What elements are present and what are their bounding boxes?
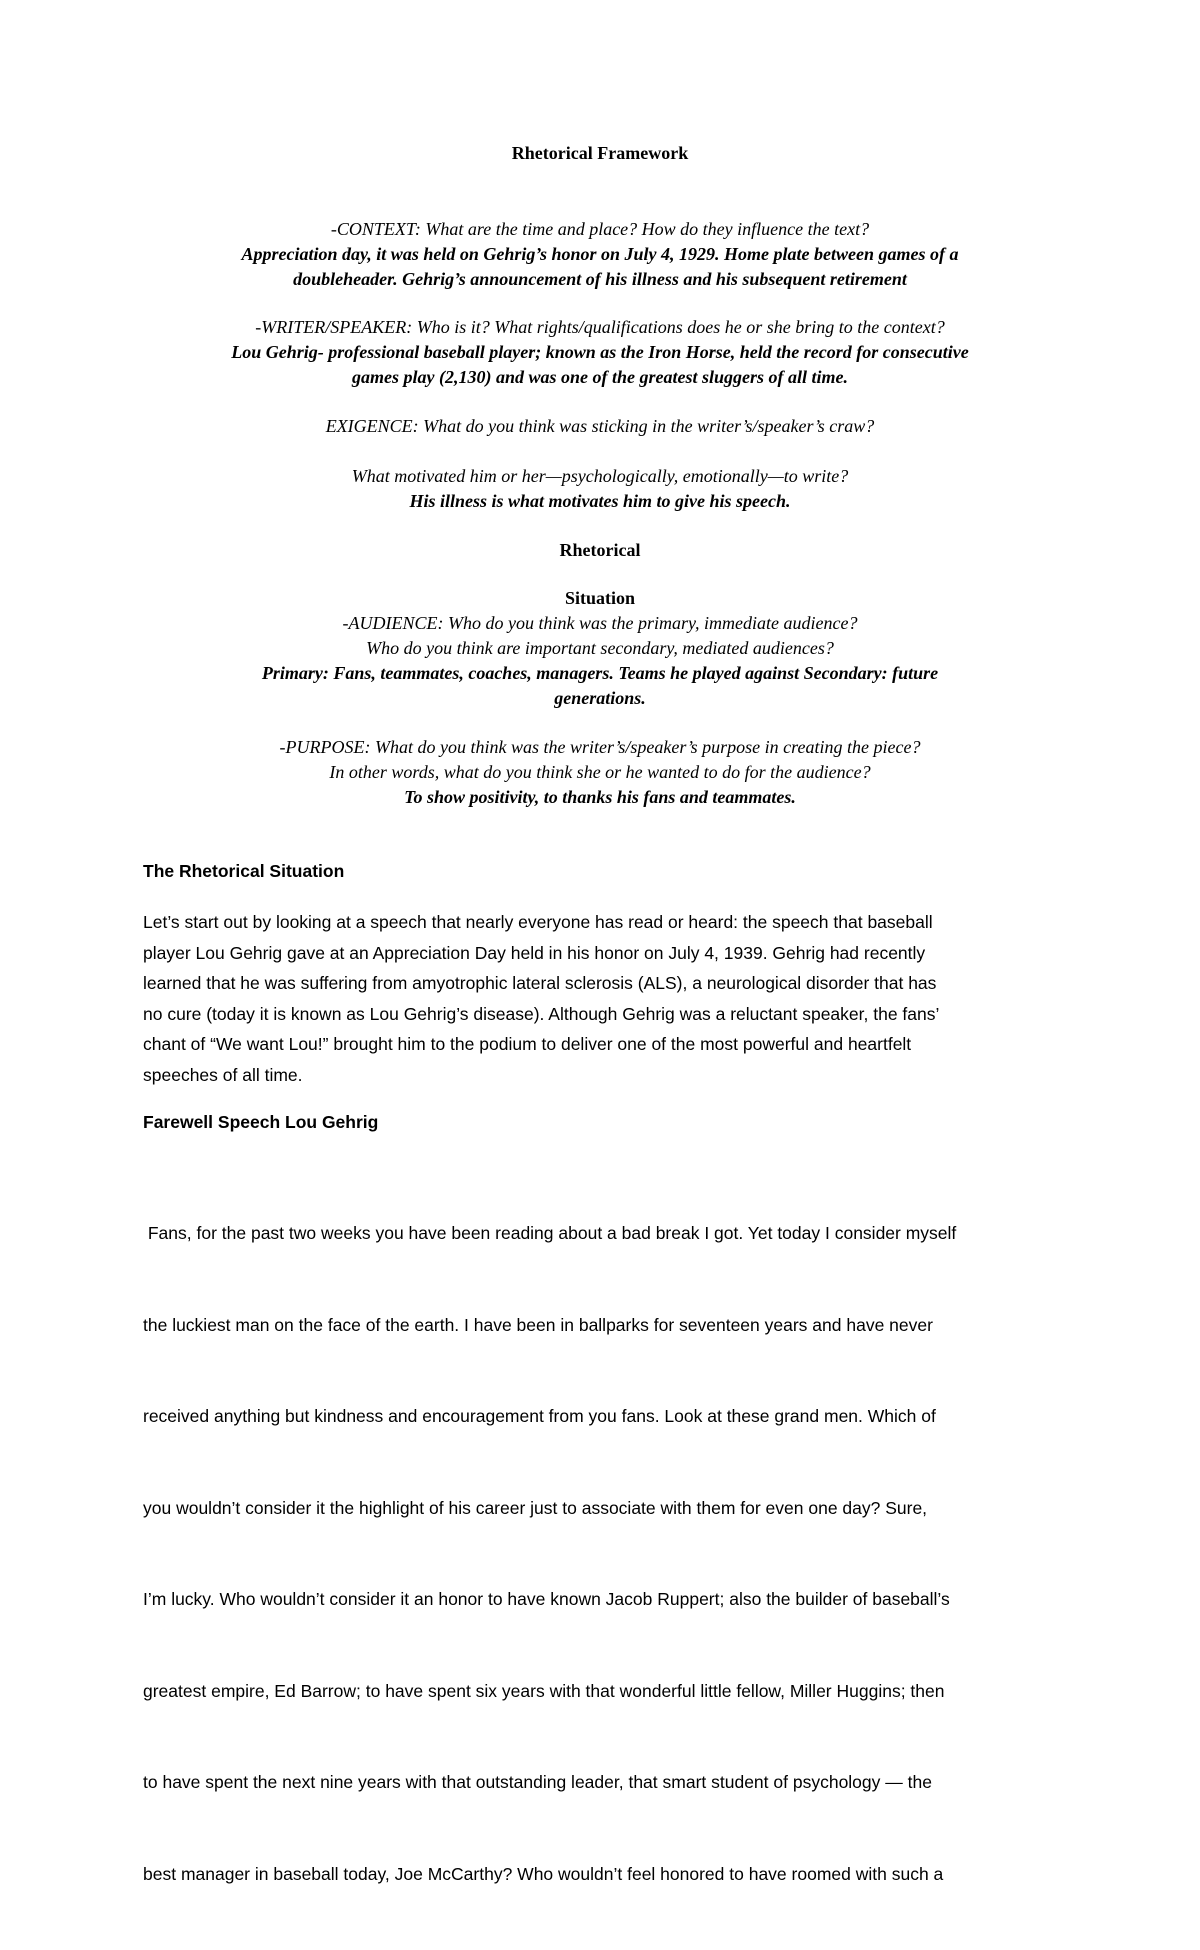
paragraph-line: I’m lucky. Who wouldn’t consider it an honor to have known Jacob Ruppert; also the builder of baseball’s <box>143 1589 950 1609</box>
paragraph-line: greatest empire, Ed Barrow; to have spent six years with that wonderful little fellow, Miller Huggins; then <box>143 1680 945 1701</box>
writer-answer-line: games play (2,130) and was one of the greatest sluggers of all time. <box>352 367 848 387</box>
paragraph-line: the luckiest man on the face of the earth. I have been in ballparks for seventeen years and have never <box>143 1314 933 1335</box>
situation-paragraph <box>143 907 1063 1090</box>
paragraph-line: you wouldn’t consider it the highlight of his career just to associate with them for even one day? Sure, <box>143 1497 928 1518</box>
exigence-motivation-block <box>140 464 1060 514</box>
audience-block <box>140 611 1060 711</box>
paragraph-line: no cure (today it is known as Lou Gehrig’s disease). Although Gehrig was a reluctant speaker, the fans’ <box>143 1003 940 1024</box>
exigence-answer: His illness is what motivates him to give his speech. <box>409 491 791 511</box>
speech-paragraph <box>143 1157 1063 1950</box>
paragraph-line: speeches of all time. <box>143 1064 303 1085</box>
audience-answer-line: generations. <box>554 688 646 708</box>
situation-label: Situation <box>564 588 636 608</box>
paragraph-line: to have spent the next nine years with that outstanding leader, that smart student of psychology — the <box>143 1772 932 1792</box>
audience-question-2: Who do you think are important secondary, mediated audiences? <box>366 638 834 658</box>
rhetorical-label: Rhetorical <box>559 540 641 560</box>
paragraph-line: chant of “We want Lou!” brought him to the podium to deliver one of the most powerful and heartfelt <box>143 1034 912 1054</box>
section-heading-farewell-speech: Farewell Speech Lou Gehrig <box>143 1112 379 1132</box>
situation-heading <box>140 586 1060 611</box>
writer-answer-line: Lou Gehrig- professional baseball player; known as the Iron Horse, held the record for consecutive <box>231 342 969 362</box>
context-answer-line: doubleheader. Gehrig’s announcement of his illness and his subsequent retirement <box>293 269 907 289</box>
writer-question: -WRITER/SPEAKER: Who is it? What rights/qualifications does he or she bring to the context? <box>255 317 945 337</box>
document-title: Rhetorical Framework <box>511 143 689 163</box>
audience-answer-line: Primary: Fans, teammates, coaches, managers. Teams he played against Secondary: future <box>261 663 939 683</box>
purpose-question-2: In other words, what do you think she or he wanted to do for the audience? <box>329 762 871 782</box>
purpose-block <box>140 735 1060 810</box>
paragraph-line: learned that he was suffering from amyotrophic lateral sclerosis (ALS), a neurological disorder that has <box>143 973 937 993</box>
paragraph-line: Let’s start out by looking at a speech that nearly everyone has read or heard: the speech that baseball <box>143 912 933 932</box>
section-heading-rhetorical-situation: The Rhetorical Situation <box>143 861 345 881</box>
context-block <box>140 217 1060 292</box>
exigence-question: EXIGENCE: What do you think was sticking in the writer’s/speaker’s craw? <box>325 416 875 436</box>
paragraph-line: received anything but kindness and encouragement from you fans. Look at these grand men. Which of <box>143 1406 936 1426</box>
rhetorical-heading <box>140 538 1060 563</box>
context-answer-line: Appreciation day, it was held on Gehrig’s honor on July 4, 1929. Home plate between games of a <box>241 244 959 264</box>
purpose-question: -PURPOSE: What do you think was the writer’s/speaker’s purpose in creating the piece? <box>279 737 921 757</box>
context-question: -CONTEXT: What are the time and place? How do they influence the text? <box>330 219 870 239</box>
writer-block <box>140 315 1060 390</box>
purpose-answer: To show positivity, to thanks his fans and teammates. <box>404 787 796 807</box>
audience-question: -AUDIENCE: Who do you think was the primary, immediate audience? <box>342 613 858 633</box>
paragraph-line: player Lou Gehrig gave at an Appreciation Day held in his honor on July 4, 1939. Gehrig had recently <box>143 942 926 963</box>
paragraph-line: Fans, for the past two weeks you have been reading about a bad break I got. Yet today I consider myself <box>143 1223 957 1243</box>
exigence-block <box>140 414 1060 439</box>
paragraph-line: best manager in baseball today, Joe McCarthy? Who wouldn’t feel honored to have roomed with such a <box>143 1863 944 1884</box>
exigence-question-2: What motivated him or her—psychologically, emotionally—to write? <box>351 466 849 486</box>
